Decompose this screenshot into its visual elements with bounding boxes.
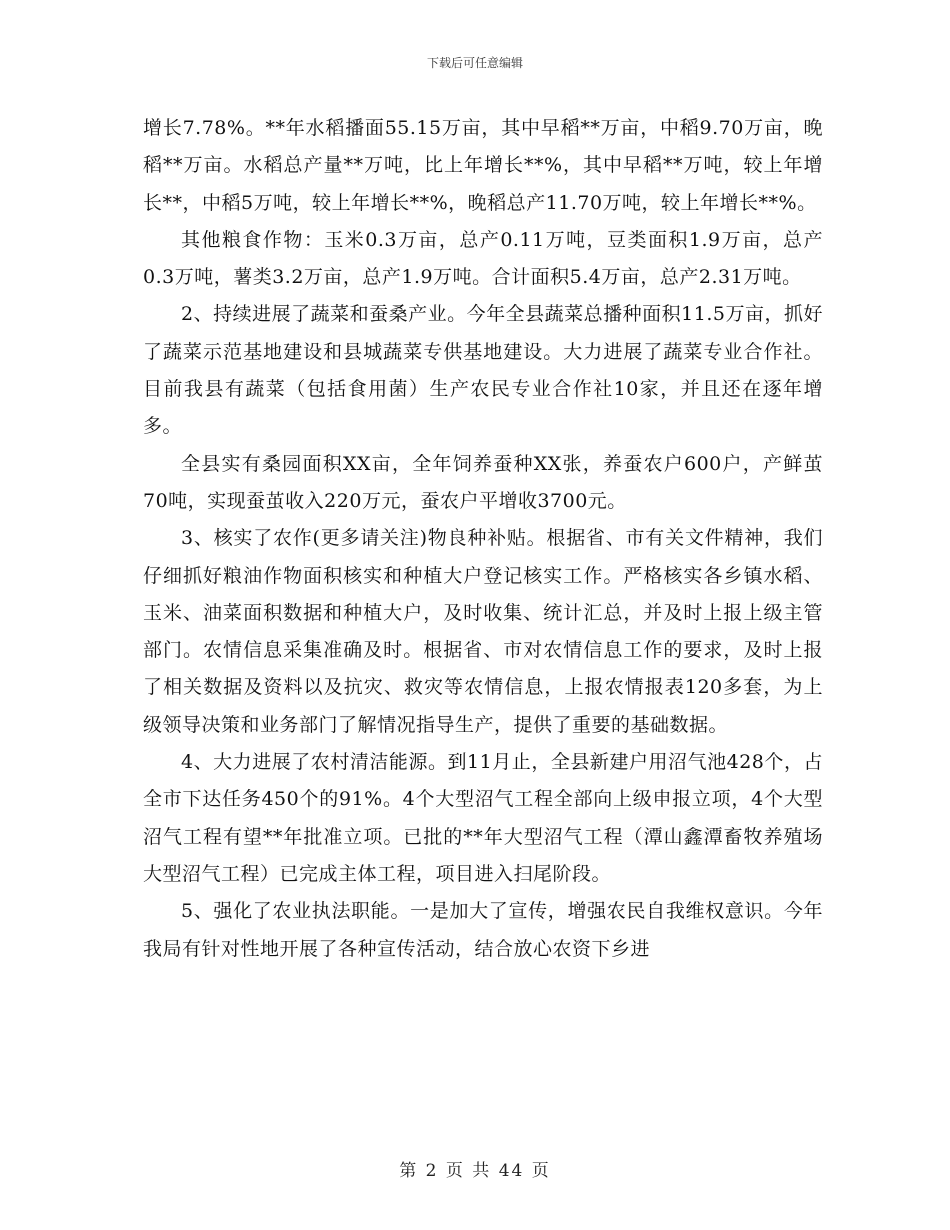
document-body <box>143 110 823 968</box>
paragraph-7: 5、强化了农业执法职能。一是加大了宣传，增强农民自我维权意识。今年我局有针对性地开展了各种宣传活动，结合放心农资下乡进 <box>143 900 823 960</box>
paragraph-1: 增长7.78%。**年水稻播面55.15万亩，其中早稻**万亩，中稻9.70万亩，晚稻**万亩。水稻总产量**万吨，比上年增长**%，其中早稻**万吨，较上年增长**，中稻5万吨，较上年增长**%，晚稻总产11.70万吨，较上年增长**%。 <box>143 117 823 214</box>
paragraph-3: 2、持续进展了蔬菜和蚕桑产业。今年全县蔬菜总播种面积11.5万亩，抓好了蔬菜示范基地建设和县城蔬菜专供基地建设。大力进展了蔬菜专业合作社。目前我县有蔬菜（包括食用菌）生产农民专业合作社10家，并且还在逐年增多。 <box>143 303 823 438</box>
paragraph-4: 全县实有桑园面积XX亩，全年饲养蚕种XX张，养蚕农户600户，产鲜茧70吨，实现蚕茧收入220万元，蚕农户平增收3700元。 <box>143 452 823 512</box>
page-header: 下载后可任意编辑 <box>426 56 523 70</box>
paragraph-2: 其他粮食作物：玉米0.3万亩，总产0.11万吨，豆类面积1.9万亩，总产0.3万吨，薯类3.2万亩，总产1.9万吨。合计面积5.4万亩，总产2.31万吨。 <box>143 228 823 289</box>
paragraph-5: 3、核实了农作(更多请关注)物良种补贴。根据省、市有关文件精神，我们仔细抓好粮油作物面积核实和种植大户登记核实工作。严格核实各乡镇水稻、玉米、油菜面积数据和种植大户，及时收集、统计汇总，并及时上报上级主管部门。农情信息采集准确及时。根据省、市对农情信息工作的要求，及时上报了相关数据及资料以及抗灾、救灾等农情信息，上报农情报表120多套，为上级领导决策和业务部门了解情况指导生产，提供了重要的基础数据。 <box>143 527 823 736</box>
page-footer: 第 2 页 共 44 页 <box>399 1161 551 1181</box>
paragraph-6: 4、大力进展了农村清洁能源。到11月止，全县新建户用沼气池428个，占全市下达任务450个的91%。4个大型沼气工程全部向上级申报立项，4个大型沼气工程有望**年批准立项。已批的**年大型沼气工程（潭山鑫潭畜牧养殖场大型沼气工程）已完成主体工程，项目进入扫尾阶段。 <box>143 751 823 885</box>
